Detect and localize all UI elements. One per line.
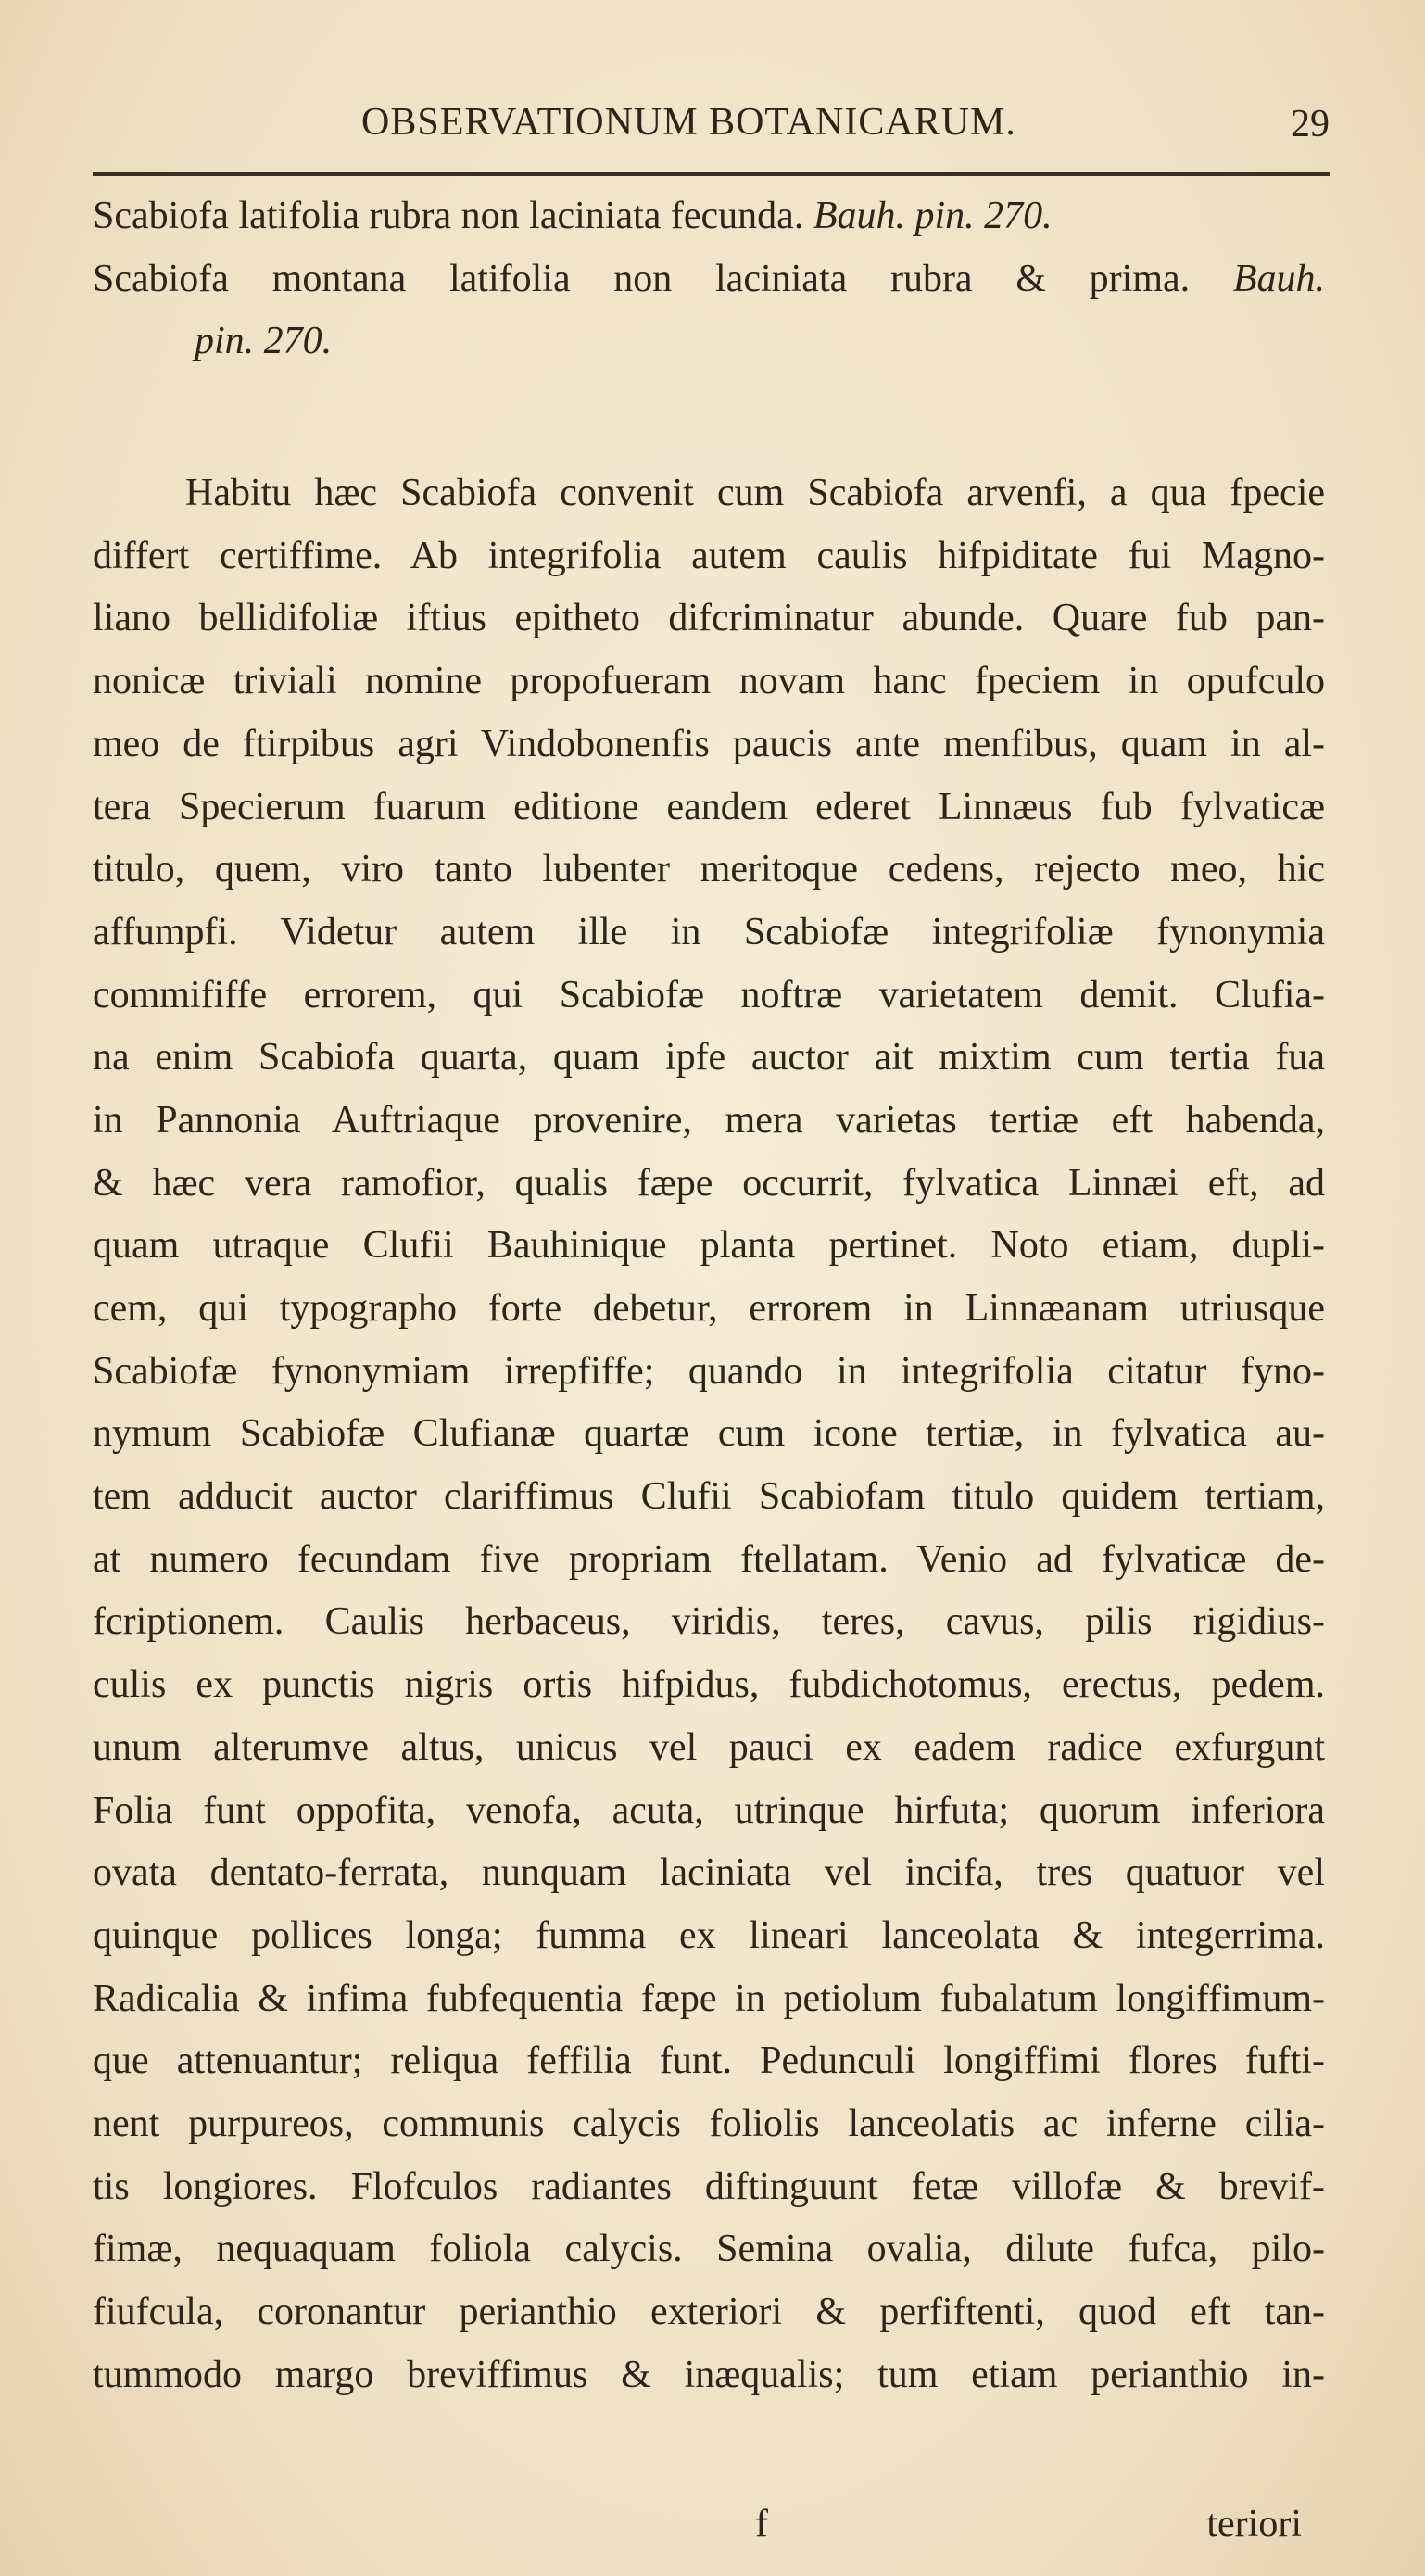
text-line: liano bellidifoliæ iftius epitheto difcriminatur abunde. Quare fub pan-	[93, 597, 1325, 640]
text-line: nymum Scabiofæ Clufianæ quartæ cum icone tertiæ, in fylvatica au-	[93, 1412, 1325, 1456]
text-line: culis ex punctis nigris ortis hifpidus, fubdichotomus, erectus, pedem.	[93, 1663, 1325, 1707]
text-block	[93, 185, 1325, 2406]
text-line: ovata dentato-ferrata, nunquam laciniata vel incifa, tres quatuor vel	[93, 1851, 1325, 1895]
page-number: 29	[1291, 103, 1330, 145]
text-line: titulo, quem, viro tanto lubenter meritoque cedens, rejecto meo, hic	[93, 848, 1325, 891]
signature-mark: f	[755, 2503, 768, 2545]
text-line: Folia funt oppofita, venofa, acuta, utrinque hirfuta; quorum inferiora	[93, 1788, 1325, 1832]
synonym-text: Scabiofa montana latifolia non laciniata rubra & prima.	[93, 257, 1191, 300]
text-line: in Pannonia Auftriaque provenire, mera varietas tertiæ eft habenda,	[93, 1098, 1325, 1142]
text-line: quinque pollices longa; fumma ex lineari lanceolata & integerrima.	[93, 1913, 1325, 1957]
synonym-ref: Bauh.	[1232, 257, 1325, 300]
synonym-line	[93, 310, 1325, 373]
text-line: nonicæ triviali nomine propofueram novam hanc fpeciem in opufculo	[93, 660, 1325, 703]
text-line: affumpfi. Videtur autem ille in Scabiofæ integrifoliæ fynonymia	[93, 910, 1325, 953]
text-line: tis longiores. Flofculos radiantes diftinguunt fetæ villofæ & brevif-	[93, 2165, 1325, 2208]
text-line: meo de ftirpibus agri Vindobonenfis paucis ante menfibus, quam in al-	[93, 722, 1325, 765]
text-line: & hæc vera ramofior, qualis fæpe occurrit, fylvatica Linnæi eft, ad	[93, 1161, 1325, 1205]
text-line: quam utraque Clufii Bauhinique planta pertinet. Noto etiam, dupli-	[93, 1224, 1325, 1268]
text-line: commififfe errorem, qui Scabiofæ noftræ varietatem demit. Clufia-	[93, 973, 1325, 1017]
text-line: fcriptionem. Caulis herbaceus, viridis, teres, cavus, pilis rigidius-	[93, 1600, 1325, 1644]
catchword: teriori	[1206, 2503, 1302, 2545]
text-line: que attenuantur; reliqua feffilia funt. Pedunculi longiffimi flores fufti-	[93, 2039, 1325, 2083]
page-header	[93, 100, 1330, 156]
text-line: tera Specierum fuarum editione eandem ederet Linnæus fub fylvaticæ	[93, 785, 1325, 828]
synonym-line	[93, 248, 1325, 311]
synonym-text: Scabiofa latifolia rubra non laciniata fecunda.	[93, 195, 804, 237]
synonym-ref: pin. 270.	[195, 320, 333, 363]
paragraph	[93, 462, 1325, 2406]
synonym-line	[93, 185, 1325, 248]
page-footer	[93, 2502, 1330, 2557]
header-rule	[93, 172, 1330, 176]
text-line: tem adducit auctor clariffimus Clufii Scabiofam titulo quidem tertiam,	[93, 1475, 1325, 1519]
running-head: OBSERVATIONUM BOTANICARUM.	[361, 101, 1016, 144]
text-line: differt certiffime. Ab integrifolia autem caulis hifpiditate fui Magno-	[93, 534, 1325, 577]
text-line: na enim Scabiofa quarta, quam ipfe auctor ait mixtim cum tertia fua	[93, 1036, 1325, 1080]
paragraph-gap	[93, 373, 1325, 462]
text-line: cem, qui typographo forte debetur, errorem in Linnæanam utriusque	[93, 1287, 1325, 1330]
text-line: nent purpureos, communis calycis foliolis lanceolatis ac inferne cilia-	[93, 2102, 1325, 2145]
text-line: unum alterumve altus, unicus vel pauci ex eadem radice exfurgunt	[93, 1725, 1325, 1769]
text-line: Radicalia & infima fubfequentia fæpe in petiolum fubalatum longiffimum-	[93, 1976, 1325, 2020]
text-line: Habitu hæc Scabiofa convenit cum Scabiofa arvenfi, a qua fpecie	[185, 472, 1325, 515]
synonym-ref: Bauh. pin. 270.	[813, 195, 1053, 237]
text-line: fimæ, nequaquam foliola calycis. Semina ovalia, dilute fufca, pilo-	[93, 2228, 1325, 2271]
text-line: at numero fecundam five propriam ftellatam. Venio ad fylvaticæ de-	[93, 1537, 1325, 1581]
text-line: fiufcula, coronantur perianthio exteriori & perfiftenti, quod eft tan-	[93, 2291, 1325, 2333]
text-line: Scabiofæ fynonymiam irrepfiffe; quando in integrifolia citatur fyno-	[93, 1349, 1325, 1393]
text-line: tummodo margo breviffimus & inæqualis; tum etiam perianthio in-	[93, 2353, 1325, 2396]
